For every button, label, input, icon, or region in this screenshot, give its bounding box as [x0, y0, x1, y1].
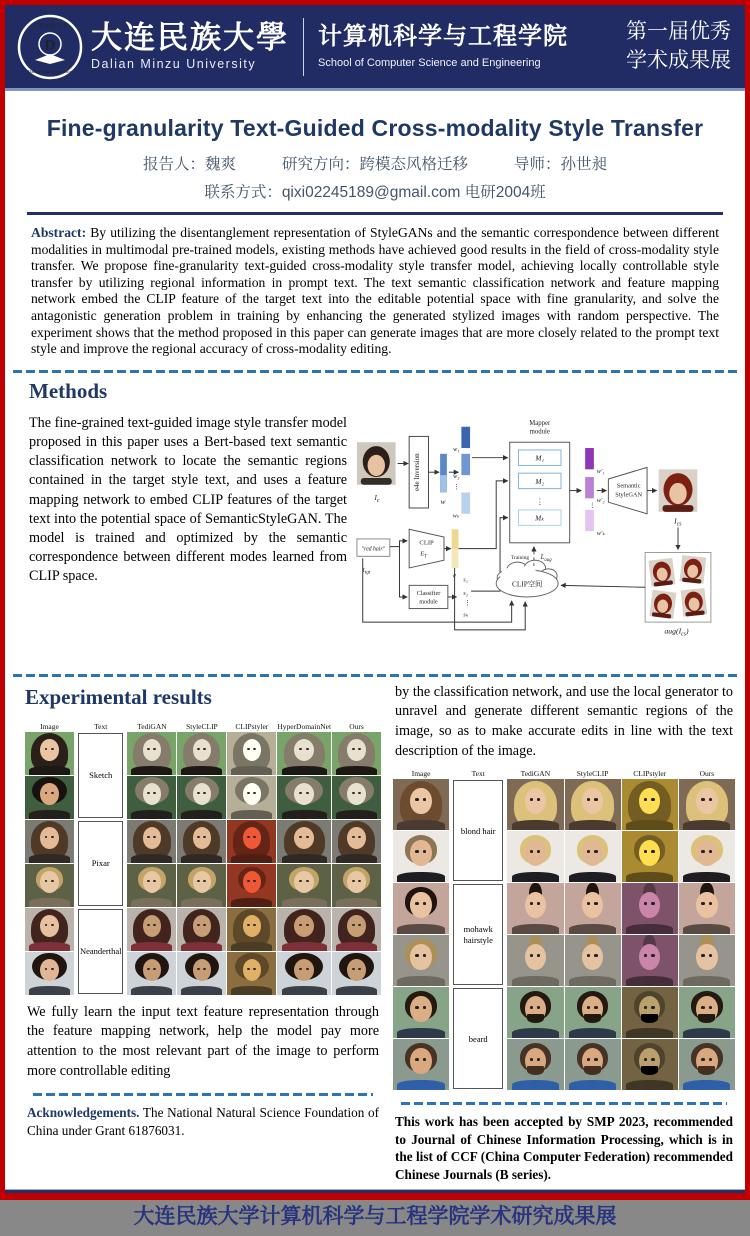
- face-thumb-ours: [679, 883, 735, 934]
- figure-column-header: CLIPstyler: [633, 769, 667, 779]
- comparison-figure-left: [25, 718, 381, 995]
- face-thumb-tedigan: [127, 908, 176, 951]
- face-thumb-image: [25, 776, 74, 819]
- face-thumb-clipstyler: [227, 952, 276, 995]
- face-thumb-image: [393, 935, 449, 986]
- svg-text:w₁: w₁: [453, 445, 460, 453]
- svg-text:w′₁: w′₁: [596, 467, 605, 475]
- face-thumb-image: [393, 883, 449, 934]
- face-thumb-clipstyler: [622, 935, 678, 986]
- figure-column-header: Text: [471, 769, 485, 779]
- svg-text:Semantic: Semantic: [616, 482, 641, 490]
- university-name: [91, 19, 289, 71]
- figure-column-header: Image: [40, 721, 59, 731]
- face-thumb-image: [393, 779, 449, 830]
- face-thumb-clipstyler: [622, 779, 678, 830]
- results-left-note: We fully learn the input text feature representation through the feature mapping network, help the model pay more attention to the most relevant part of the image to perform more controllable editing: [27, 1003, 379, 1079]
- acknowledgements: [27, 1104, 379, 1139]
- face-thumb-ours: [332, 732, 381, 775]
- face-thumb-ours: [332, 952, 381, 995]
- figure-column-header: Ours: [349, 721, 364, 731]
- svg-text:⋮: ⋮: [453, 483, 460, 491]
- svg-text:module: module: [529, 428, 550, 436]
- face-thumb-hyperdomainnet: [277, 952, 331, 995]
- svg-text:Classifier: Classifier: [416, 589, 441, 597]
- svg-text:Ics: $I_{cs}$: [674, 516, 682, 528]
- figure-text-prompt: blond hair: [453, 780, 503, 881]
- figure-column-header: StyleCLIP: [186, 721, 218, 731]
- face-thumb-clipstyler: [227, 776, 276, 819]
- svg-text:w₂: w₂: [453, 472, 460, 480]
- figure-column-header: Ours: [699, 769, 715, 779]
- figure-column-header: StyleCLIP: [576, 769, 609, 779]
- face-thumb-ours: [679, 779, 735, 830]
- school-name-cn: 计算机科学与工程学院: [318, 22, 568, 50]
- face-thumb-clipstyler: [622, 831, 678, 882]
- svg-text:Ic: $I_c$: [374, 493, 380, 504]
- face-thumb-clipstyler: [227, 908, 276, 951]
- svg-text:⋮: ⋮: [536, 497, 544, 506]
- face-thumb-ours: [679, 935, 735, 986]
- svg-text:CLIP空间: CLIP空间: [512, 580, 543, 589]
- face-thumb-clipstyler: [622, 1039, 678, 1090]
- comparison-figure-right: [393, 765, 735, 1090]
- face-thumb-image: [25, 864, 74, 907]
- results-heading: Experimental results: [25, 684, 212, 709]
- svg-text:ttgt: $t_{tgt}$: [362, 565, 371, 576]
- face-thumb-styleclip: [565, 779, 621, 830]
- methods-heading: Methods: [29, 378, 108, 403]
- university-name-cn: 大连民族大學: [91, 19, 289, 56]
- figure-text-prompt: mohawk hairstyle: [453, 884, 503, 985]
- svg-text:ET: $E_T$: [420, 550, 428, 560]
- footer-text: 大连民族大学计算机科学与工程学院学术研究成果展: [133, 1205, 617, 1229]
- figure-column-header: CLIPstyler: [235, 721, 269, 731]
- face-thumb-styleclip: [177, 908, 226, 951]
- face-thumb-ours: [679, 831, 735, 882]
- face-thumb-clipstyler: [227, 864, 276, 907]
- figure-column-header: TediGAN: [520, 769, 551, 779]
- figure-column-header: HyperDomainNet: [277, 721, 332, 731]
- figure-text-prompt: beard: [453, 988, 503, 1089]
- face-thumb-image: [25, 732, 74, 775]
- face-thumb-image: [25, 908, 74, 951]
- footer-banner: [5, 1189, 745, 1236]
- svg-text:module: module: [419, 598, 438, 606]
- face-thumb-clipstyler: [227, 732, 276, 775]
- svg-text:大连民族大学: 大连民族大学: [31, 23, 69, 30]
- svg-text:e: e: [453, 572, 457, 580]
- title-rule: [27, 212, 723, 215]
- svg-text:Mapper: Mapper: [529, 419, 551, 427]
- exhibition-line2: 学术成果展: [626, 48, 731, 72]
- face-thumb-ours: [332, 820, 381, 863]
- section-divider: [401, 1102, 727, 1105]
- face-thumb-styleclip: [177, 864, 226, 907]
- svg-text:CLIP: CLIP: [419, 539, 434, 547]
- university-logo-icon: [17, 14, 83, 80]
- face-thumb-styleclip: [565, 883, 621, 934]
- svg-text:"red hair": "red hair": [361, 546, 386, 553]
- svg-text:e4e Inversion: e4e Inversion: [412, 453, 421, 491]
- svg-text:Laug: $L_{aug}$: [540, 553, 552, 563]
- face-thumb-hyperdomainnet: [277, 732, 331, 775]
- face-thumb-image: [25, 820, 74, 863]
- svg-text:sₖ: sₖ: [463, 611, 469, 619]
- results-right-column: [393, 683, 735, 1183]
- face-thumb-tedigan: [507, 779, 563, 830]
- section-divider: [33, 1093, 373, 1096]
- face-thumb-styleclip: [177, 776, 226, 819]
- face-thumb-tedigan: [507, 1039, 563, 1090]
- face-thumb-tedigan: [127, 776, 176, 819]
- school-name-en: School of Computer Science and Engineering: [318, 56, 541, 69]
- face-thumb-ours: [679, 987, 735, 1038]
- stylized-output-image: [659, 469, 698, 512]
- face-thumb-image: [393, 1039, 449, 1090]
- header-banner: [5, 5, 745, 91]
- face-thumb-tedigan: [507, 883, 563, 934]
- methods-section: [5, 379, 745, 662]
- svg-text:w′₂: w′₂: [596, 496, 605, 504]
- face-thumb-styleclip: [565, 1039, 621, 1090]
- figure-column-header: TediGAN: [137, 721, 167, 731]
- face-thumb-hyperdomainnet: [277, 776, 331, 819]
- face-thumb-styleclip: [177, 732, 226, 775]
- svg-text:⋮: ⋮: [464, 599, 471, 607]
- face-thumb-hyperdomainnet: [277, 820, 331, 863]
- contact-label: 联系方式：qixi02245189@gmail.com 电研2004班: [204, 184, 546, 201]
- poster-title: Fine-granularity Text-Guided Cross-modality Style Transfer: [46, 115, 704, 141]
- face-thumb-tedigan: [127, 952, 176, 995]
- presenter-label: 报告人：魏爽: [142, 156, 236, 173]
- abstract-label: Abstract:: [31, 225, 87, 240]
- face-thumb-tedigan: [127, 732, 176, 775]
- figure-text-prompt: Pixar: [78, 821, 124, 906]
- svg-text:s₂: s₂: [463, 589, 468, 597]
- svg-text:Training: Training: [511, 554, 530, 561]
- face-thumb-ours: [332, 776, 381, 819]
- face-thumb-styleclip: [565, 987, 621, 1038]
- acknowledgements-text: The National Natural Science Foundation of China under Grant 61876031.: [27, 1105, 379, 1138]
- figure-column-header: Text: [94, 721, 108, 731]
- face-thumb-tedigan: [127, 820, 176, 863]
- section-divider: [13, 370, 737, 373]
- figure-text-prompt: Sketch: [78, 733, 124, 818]
- results-section: [5, 683, 745, 1183]
- face-thumb-styleclip: [565, 935, 621, 986]
- method-architecture-diagram: [355, 412, 737, 662]
- advisor-label: 导师：孙世昶: [514, 156, 608, 173]
- face-thumb-styleclip: [177, 820, 226, 863]
- svg-text:Dalian Minzu University: Dalian Minzu University: [28, 68, 72, 74]
- clip-space-cloud: [496, 560, 558, 597]
- svg-text:wₖ: wₖ: [452, 512, 460, 520]
- face-thumb-tedigan: [127, 864, 176, 907]
- face-thumb-image: [25, 952, 74, 995]
- face-thumb-styleclip: [565, 831, 621, 882]
- face-thumb-ours: [679, 1039, 735, 1090]
- svg-text:⋮: ⋮: [589, 501, 596, 509]
- svg-text:aug(Ics): $aug(I_{cs})$: [664, 626, 689, 638]
- input-image: [357, 442, 396, 485]
- figure-column-header: Image: [411, 769, 431, 779]
- face-thumb-image: [393, 831, 449, 882]
- svg-text:Mₖ: Mₖ: [535, 514, 545, 523]
- author-meta-row: [5, 152, 745, 174]
- face-thumb-clipstyler: [622, 883, 678, 934]
- face-thumb-tedigan: [507, 831, 563, 882]
- svg-text:s₁: s₁: [463, 576, 468, 584]
- face-thumb-clipstyler: [622, 987, 678, 1038]
- face-thumb-ours: [332, 864, 381, 907]
- exhibition-badge: [626, 18, 733, 75]
- section-divider: [13, 674, 737, 677]
- acceptance-note: This work has been accepted by SMP 2023, recommended to Journal of Chinese Information Processing, which is in the list of CCF (China Computer Federation) recommended Chinese Journals (B series).: [395, 1114, 733, 1182]
- acknowledgements-label: Acknowledgements.: [27, 1105, 140, 1121]
- face-thumb-ours: [332, 908, 381, 951]
- school-name: [318, 22, 568, 69]
- svg-text:D: D: [44, 37, 56, 53]
- university-name-en: Dalian Minzu University: [91, 56, 257, 71]
- methods-text: The fine-grained text-guided image style transfer model proposed in this paper uses a Bert-based text semantic classification network to locate the semantic regions contained in the target style text, and uses a feature mapping network to embed CLIP features of the target text into the potential space of SemanticStyleGAN. The model is trained and optimized by the semantic correspondence between different modes learned from CLIP space.: [29, 414, 347, 585]
- face-thumb-hyperdomainnet: [277, 908, 331, 951]
- svg-text:StyleGAN: StyleGAN: [615, 491, 643, 499]
- abstract-text: By utilizing the disentanglement representation of StyleGANs and the semantic correspondence between different modalities in multimodal pre-trained models, existing methods have achieved good results in the field of cross-modality style transfer. We propose fine-granularity text-guided cross-modality style transfer model, achieving locally controllable style transfer by utilizing regional information in prompt text. The text semantic classification network and feature mapping network embed the CLIP feature of the target text into the editable potential space with fine granularity, and solve the antagonistic generation problem in training by enhancing the generated stylized images with random perspective. The experiment shows that the method proposed in this paper can generate images that are more closely related to the prompt text style and improve the regional accuracy of cross-modality editing.: [31, 225, 719, 357]
- face-thumb-tedigan: [507, 987, 563, 1038]
- face-thumb-image: [393, 987, 449, 1038]
- face-thumb-tedigan: [507, 935, 563, 986]
- face-thumb-hyperdomainnet: [277, 864, 331, 907]
- face-thumb-clipstyler: [227, 820, 276, 863]
- abstract-paragraph: [31, 225, 719, 358]
- header-divider: [303, 18, 304, 76]
- exhibition-line1: 第一届优秀: [626, 20, 731, 44]
- svg-text:M₂: M₂: [535, 477, 544, 486]
- face-thumb-styleclip: [177, 952, 226, 995]
- results-right-note: by the classification network, and use the local generator to unravel and generate different semantic regions of the image, so as to make accurate edits in line with the text description of the image.: [395, 683, 733, 759]
- svg-text:M₁: M₁: [535, 454, 544, 463]
- figure-text-prompt: Neanderthal: [78, 909, 124, 994]
- results-left-column: [25, 683, 381, 1183]
- svg-text:w′ₖ: w′ₖ: [596, 529, 605, 537]
- research-direction-label: 研究方向：跨模态风格迁移: [281, 156, 468, 173]
- svg-text:w: w: [440, 497, 446, 506]
